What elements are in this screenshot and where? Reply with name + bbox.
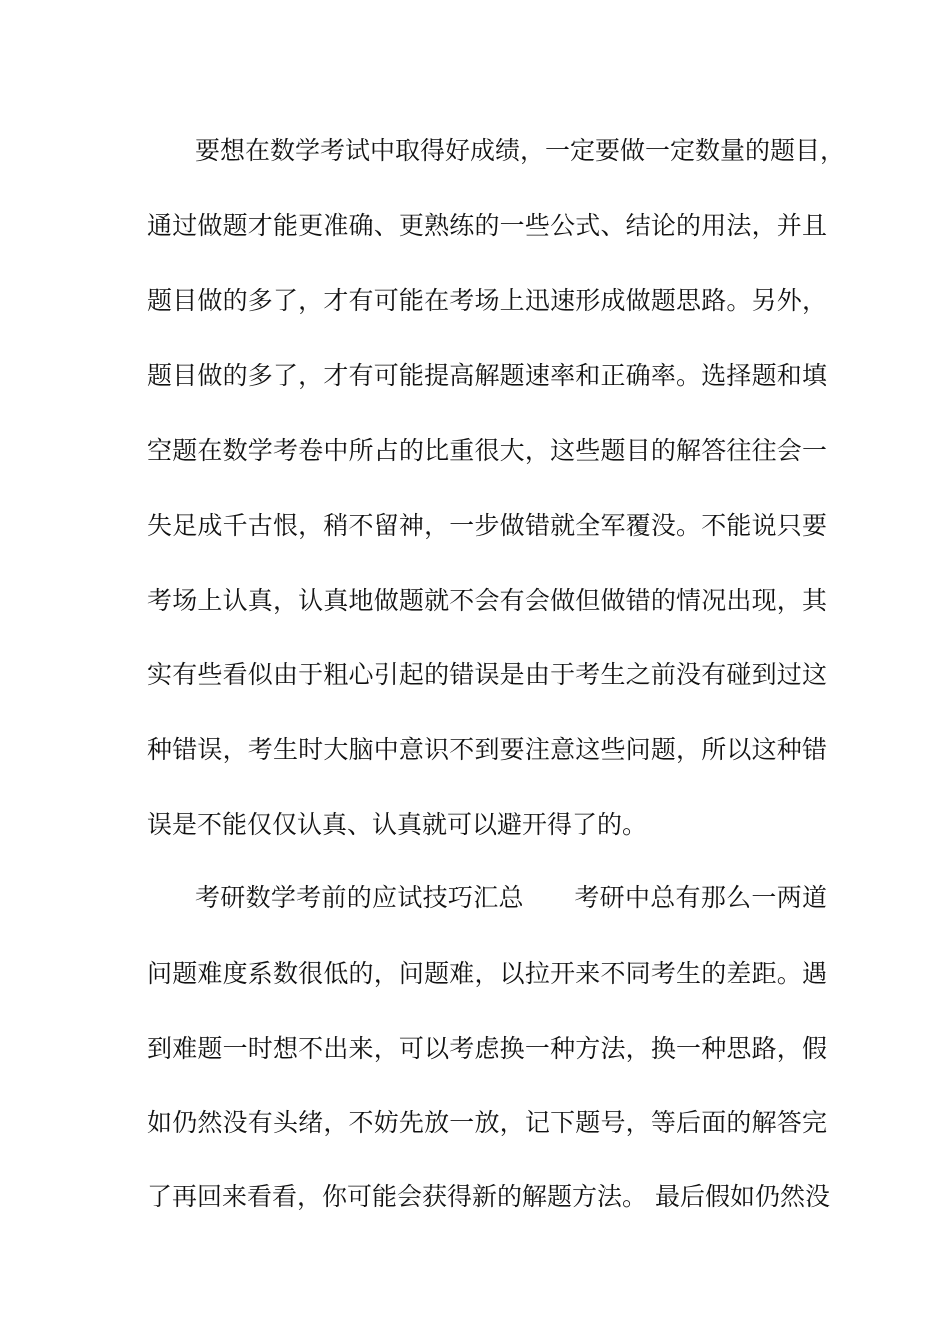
paragraph-1-line-9: 种错误，考生时大脑中意识不到要注意这些问题，所以这种错 (147, 735, 827, 764)
paragraph-2-line-1: 考研数学考前的应试技巧汇总 考研中总有那么一两道 (195, 883, 827, 912)
paragraph-1-line-3: 题目做的多了，才有可能在考场上迅速形成做题思路。另外， (147, 286, 827, 315)
paragraph-2-line-2: 问题难度系数很低的，问题难，以拉开来不同考生的差距。遇 (147, 959, 827, 988)
paragraph-1-line-2: 通过做题才能更准确、更熟练的一些公式、结论的用法，并且 (147, 211, 827, 240)
paragraph-1-line-8: 实有些看似由于粗心引起的错误是由于考生之前没有碰到过这 (147, 660, 827, 689)
paragraph-1-line-10: 误是不能仅仅认真、认真就可以避开得了的。 (147, 810, 648, 839)
paragraph-1-line-7: 考场上认真，认真地做题就不会有会做但做错的情况出现，其 (147, 586, 827, 615)
paragraph-1-line-5: 空题在数学考卷中所占的比重很大，这些题目的解答往往会一 (147, 436, 827, 465)
paragraph-1-line-1: 要想在数学考试中取得好成绩，一定要做一定数量的题目， (195, 136, 846, 165)
paragraph-2-line-3: 到难题一时想不出来，可以考虑换一种方法，换一种思路，假 (147, 1034, 827, 1063)
paragraph-1-line-6: 失足成千古恨，稍不留神，一步做错就全军覆没。不能说只要 (147, 511, 827, 540)
paragraph-1-line-4: 题目做的多了，才有可能提高解题速率和正确率。选择题和填 (147, 361, 827, 390)
paragraph-2-line-5: 了再回来看看，你可能会获得新的解题方法。 最后假如仍然没 (147, 1182, 830, 1211)
paragraph-2-line-4: 如仍然没有头绪，不妨先放一放，记下题号，等后面的解答完 (147, 1108, 827, 1137)
